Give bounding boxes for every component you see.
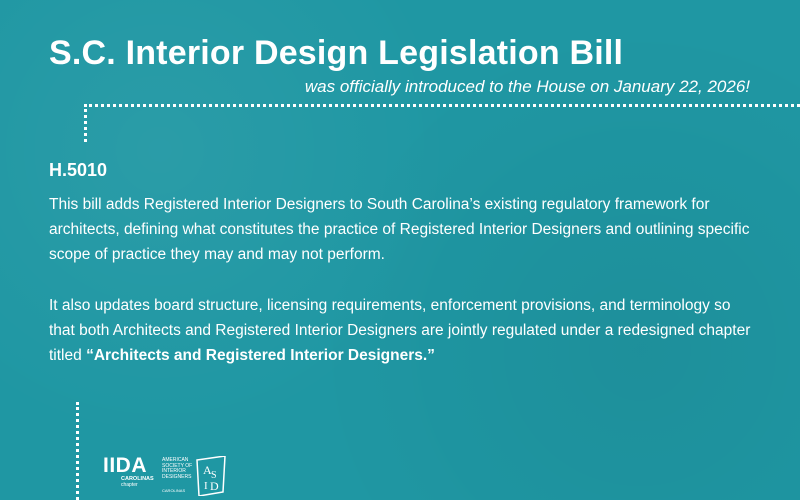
bill-description-paragraph-2 <box>49 293 759 368</box>
page-subtitle: was officially introduced to the House on January 22, 2026! <box>304 77 750 96</box>
asid-full-name: AMERICAN SOCIETY OF INTERIOR DESIGNERS <box>162 457 193 480</box>
iida-logo <box>103 455 155 488</box>
dotted-divider-horizontal <box>84 104 800 107</box>
svg-text:S: S <box>211 470 217 481</box>
dotted-divider-vertical-bottom <box>76 402 79 500</box>
page-title: S.C. Interior Design Legislation Bill <box>49 34 624 72</box>
chapter-title: “Architects and Registered Interior Designers.” <box>86 347 435 364</box>
asid-logo <box>162 456 232 496</box>
iida-chapter-label: chapter <box>121 482 138 488</box>
svg-text:A: A <box>203 463 212 477</box>
iida-chapter-name: CAROLINAS <box>121 476 154 482</box>
bill-description-paragraph-1: This bill adds Registered Interior Designers to South Carolina’s existing regulatory framework for architects, defining what constitutes the practice of Registered Interior Designers and outlining specific scope of practice they may and may not perform. <box>49 196 750 263</box>
asid-chapter-name: CAROLINAS <box>162 488 186 493</box>
dotted-divider-vertical-top <box>84 104 87 142</box>
iida-wordmark: IIDA <box>103 454 147 477</box>
paragraph-2-text: It also updates board structure, licensing requirements, enforcement provisions, and terminology so that both Architects and Registered Interior Designers are jointly regulated under a redesigned chapter titled <box>49 297 751 364</box>
svg-text:D: D <box>210 479 219 493</box>
asid-mark-icon <box>195 456 227 496</box>
bill-number: H.5010 <box>49 160 108 180</box>
svg-text:I: I <box>204 480 208 492</box>
